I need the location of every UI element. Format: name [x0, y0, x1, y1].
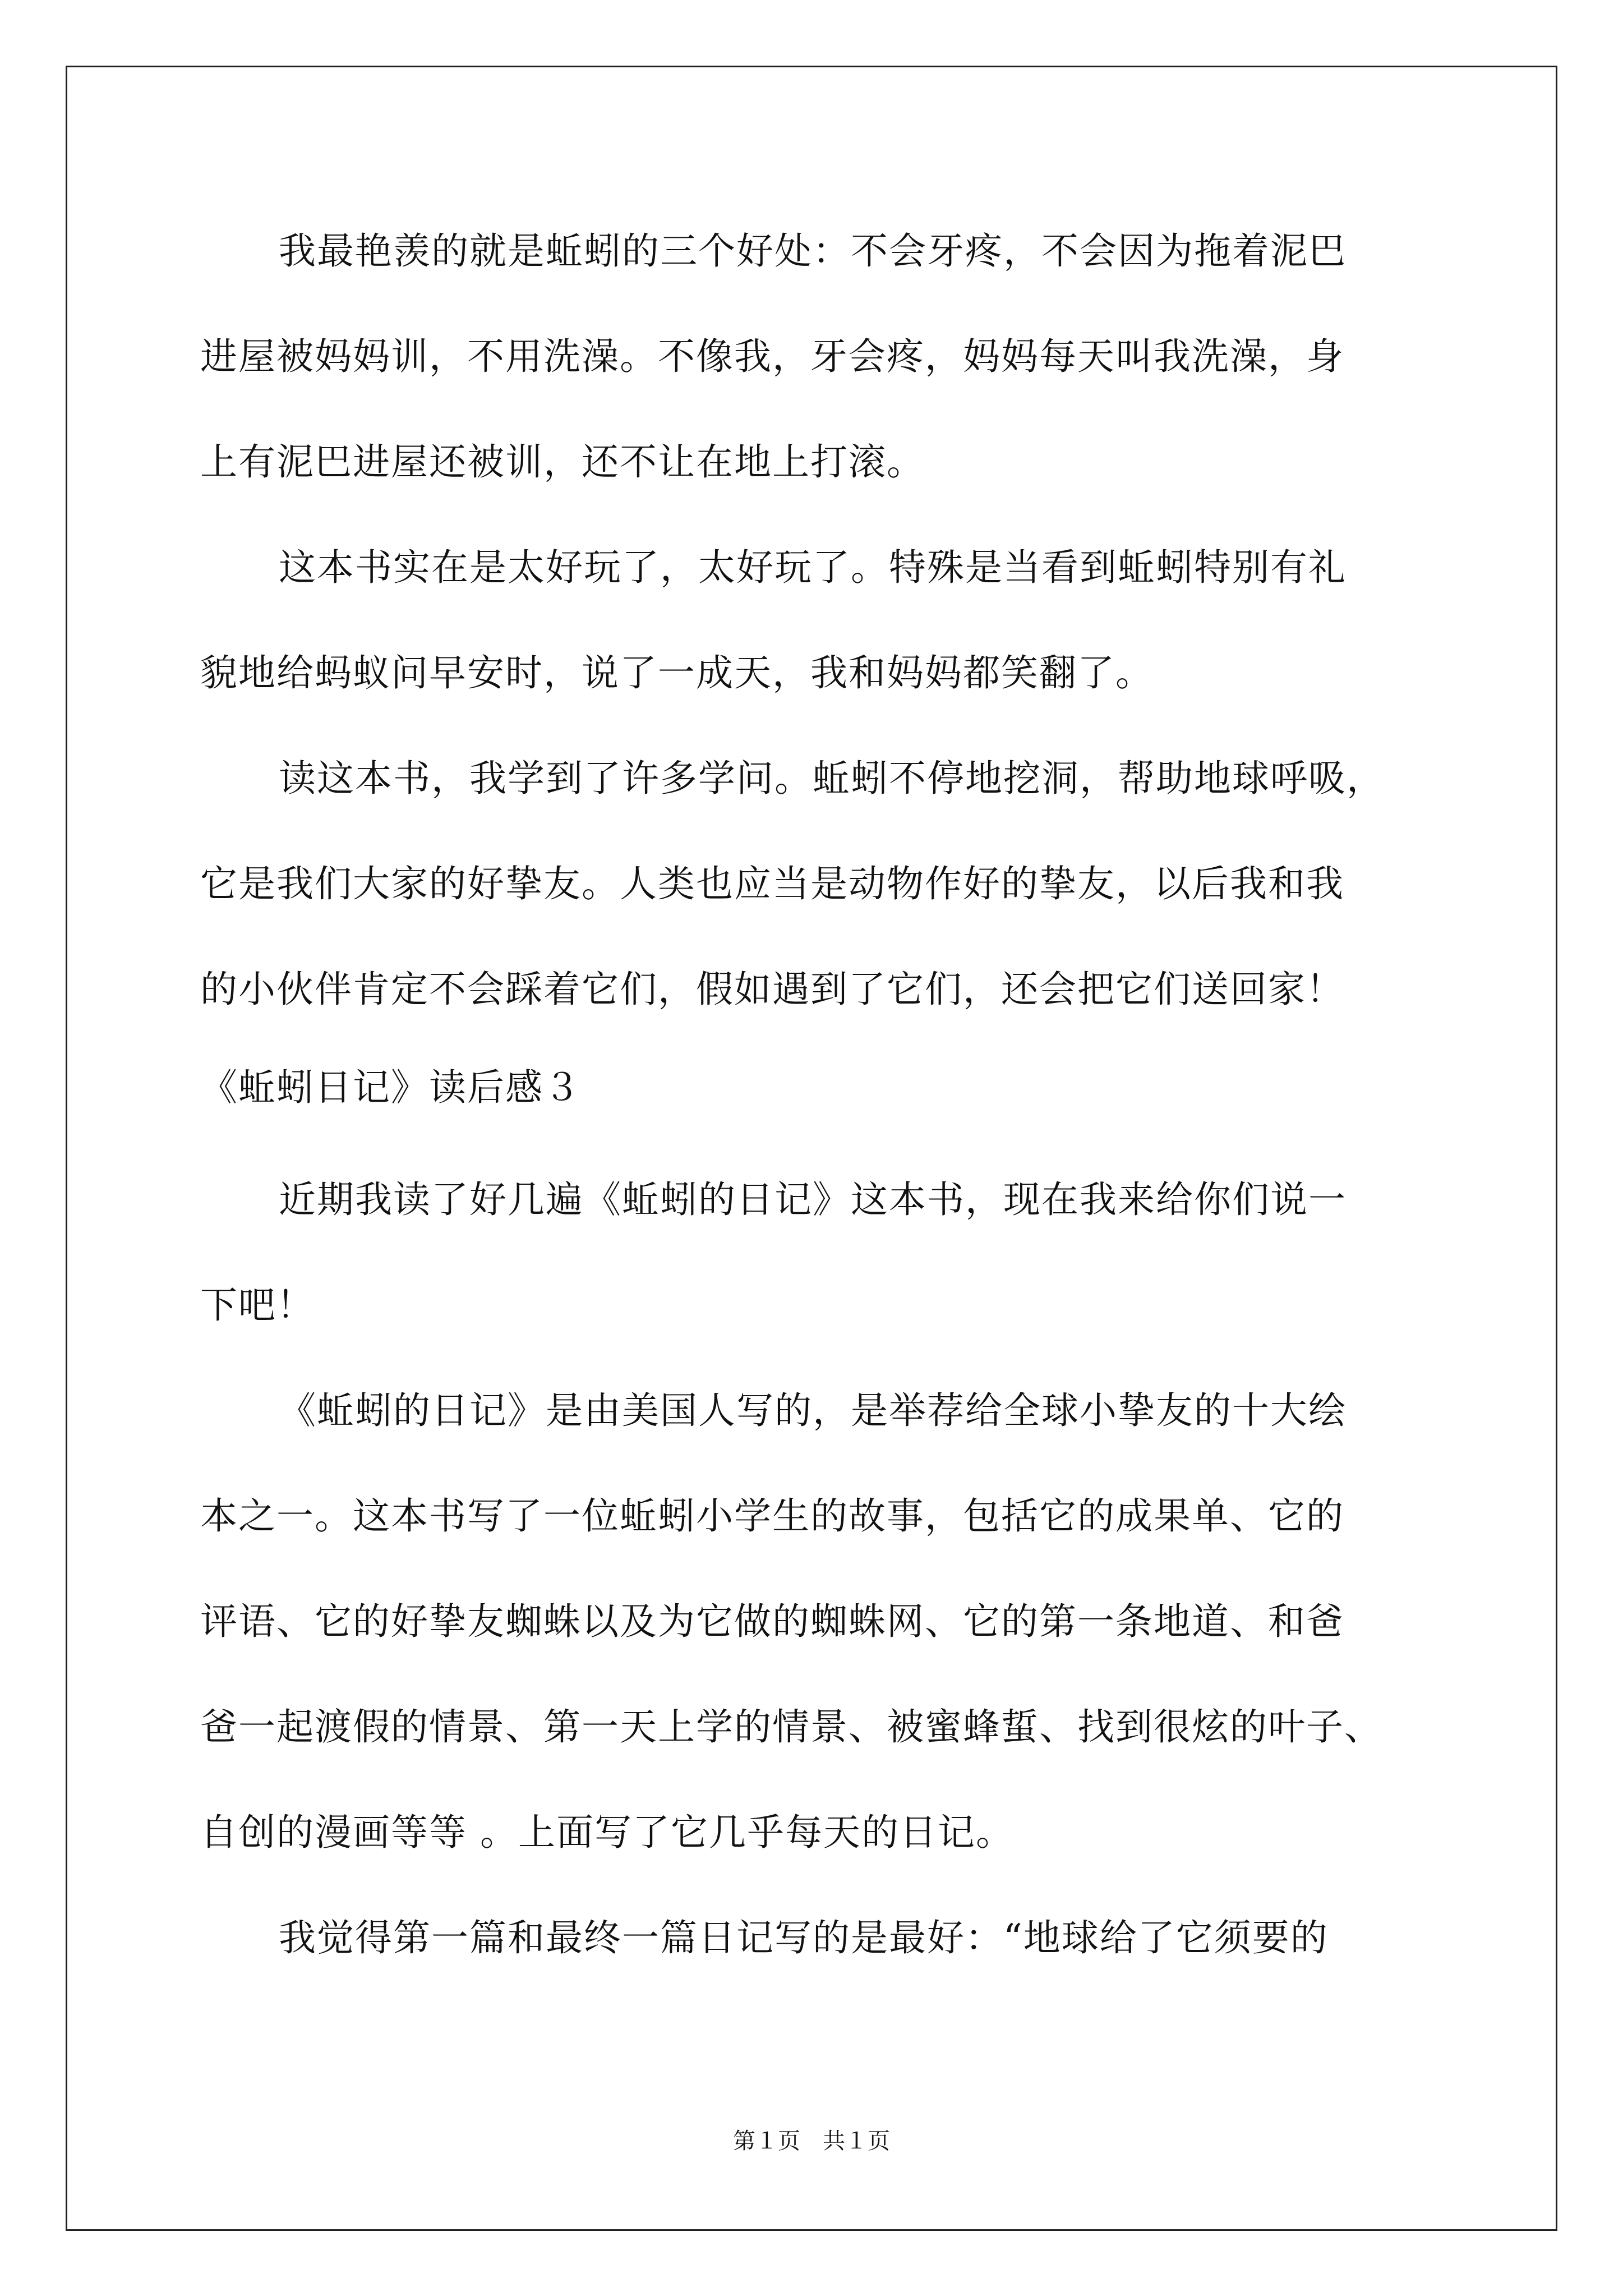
section-heading: 《蚯蚓日记》读后感３	[200, 1066, 582, 1109]
paragraph-5-line-1: 《蚯蚓的日记》是由美国人写的，是举荐给全球小挚友的十大绘	[279, 1389, 1347, 1432]
paragraph-1-line-3: 上有泥巴进屋还被训，还不让在地上打滚。	[200, 440, 925, 484]
paragraph-3-line-1: 读这本书，我学到了许多学问。蚯蚓不停地挖洞，帮助地球呼吸，	[279, 757, 1385, 800]
paragraph-4-line-1: 近期我读了好几遍《蚯蚓的日记》这本书，现在我来给你们说一	[279, 1178, 1347, 1221]
paragraph-5-line-2: 本之一。这本书写了一位蚯蚓小学生的故事，包括它的成果单、它的	[200, 1494, 1344, 1538]
paragraph-3-line-2: 它是我们大家的好挚友。人类也应当是动物作好的挚友，以后我和我	[200, 862, 1344, 905]
paragraph-1-line-2: 进屋被妈妈训，不用洗澡。不像我，牙会疼，妈妈每天叫我洗澡，身	[200, 335, 1344, 378]
paragraph-6-line-1: 我觉得第一篇和最终一篇日记写的是最好：“地球给了它须要的	[279, 1916, 1329, 1959]
paragraph-5-line-5: 自创的漫画等等 。上面写了它几乎每天的日记。	[200, 1811, 1014, 1854]
page-border	[66, 66, 1557, 2231]
paragraph-4-line-2: 下吧！	[200, 1283, 315, 1327]
paragraph-2-line-1: 这本书实在是太好玩了，太好玩了。特殊是当看到蚯蚓特别有礼	[279, 546, 1347, 589]
paragraph-5-line-4: 爸一起渡假的情景、第一天上学的情景、被蜜蜂蜇、找到很炫的叶子、	[200, 1705, 1382, 1749]
page-footer: 第１页 共１页	[733, 2128, 890, 2154]
paragraph-2-line-2: 貌地给蚂蚁问早安时，说了一成天，我和妈妈都笑翻了。	[200, 651, 1154, 694]
paragraph-3-line-3: 的小伙伴肯定不会踩着它们，假如遇到了它们，还会把它们送回家！	[200, 968, 1344, 1011]
paragraph-1-line-1: 我最艳羡的就是蚯蚓的三个好处：不会牙疼，不会因为拖着泥巴	[279, 229, 1347, 273]
paragraph-5-line-3: 评语、它的好挚友蜘蛛以及为它做的蜘蛛网、它的第一条地道、和爸	[200, 1600, 1344, 1643]
